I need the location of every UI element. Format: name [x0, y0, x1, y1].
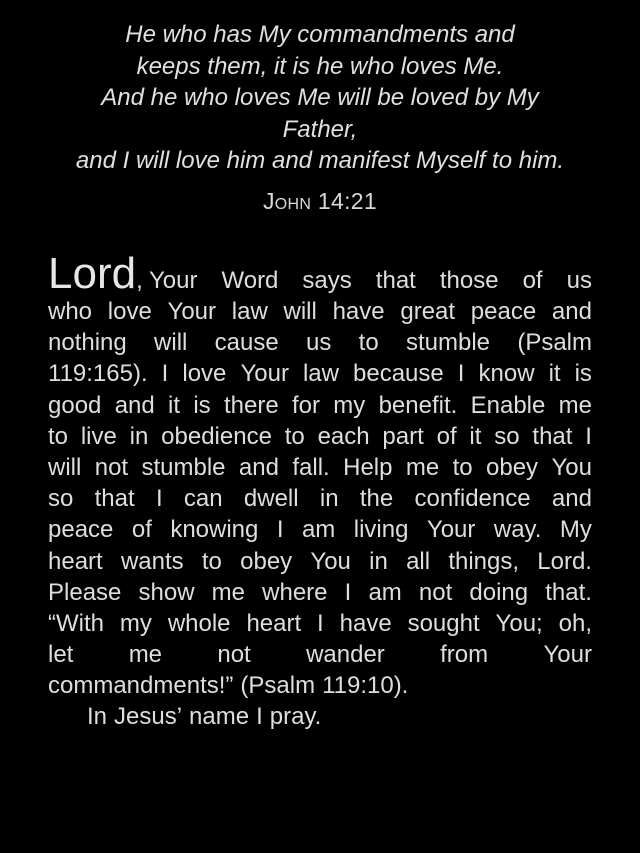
- prayer-word: have: [332, 298, 385, 325]
- prayer-word: dwell: [243, 485, 299, 513]
- prayer-word: it: [469, 422, 482, 450]
- prayer-line: [48, 608, 592, 639]
- prayer-word: peace: [470, 298, 537, 325]
- prayer-word: us: [566, 266, 592, 294]
- verse-line: and I will love him and manifest Myself to him.: [75, 147, 565, 174]
- prayer-word: obey: [240, 547, 293, 575]
- prayer-word: stumble: [141, 453, 226, 481]
- prayer-word: Lord.: [537, 547, 592, 575]
- prayer-line: [48, 670, 592, 701]
- prayer-line: [48, 296, 592, 327]
- prayer-word: those: [439, 266, 499, 294]
- prayer-word: for: [291, 391, 320, 419]
- prayer-word: and: [551, 298, 592, 325]
- prayer-word: it: [168, 391, 181, 419]
- prayer-word: know: [478, 360, 535, 388]
- prayer-word: love: [107, 298, 152, 325]
- prayer-word: my: [119, 609, 152, 637]
- prayer-word: , Your: [136, 266, 198, 294]
- prayer-word: oh,: [558, 609, 592, 637]
- prayer-word: so: [494, 422, 520, 450]
- prayer-word: I: [256, 703, 263, 731]
- prayer-word: law: [302, 360, 339, 388]
- verse-line: And he who loves Me will be loved by My: [101, 84, 539, 111]
- prayer-word: it: [548, 360, 561, 388]
- prayer-word: let: [48, 641, 74, 669]
- prayer-word: You: [310, 547, 351, 575]
- prayer-word: will: [154, 329, 188, 357]
- prayer-word: heart: [246, 609, 302, 637]
- prayer-word: am: [301, 516, 336, 544]
- prayer-word: am: [368, 578, 402, 606]
- prayer-word: (Psalm: [240, 672, 316, 700]
- prayer-word: You;: [495, 609, 543, 637]
- prayer-word: cause: [214, 329, 279, 357]
- prayer-word: good: [48, 391, 102, 419]
- prayer-word: You: [551, 453, 592, 481]
- prayer-word: whole: [167, 609, 231, 637]
- prayer-word: is: [193, 391, 211, 419]
- scripture-verse: [30, 19, 610, 177]
- prayer-word: in: [129, 422, 149, 450]
- prayer-line: [48, 248, 592, 298]
- prayer-word: I: [276, 516, 284, 544]
- prayer-word: love: [182, 360, 227, 388]
- prayer-word: law: [231, 298, 268, 325]
- prayer-line: [48, 390, 592, 421]
- prayer-word: stumble: [405, 329, 491, 357]
- prayer-word: heart: [48, 547, 103, 575]
- prayer-word: all: [406, 547, 431, 575]
- verse-line: Father,: [282, 115, 358, 143]
- prayer-word: knowing: [170, 516, 259, 544]
- prayer-word: to: [452, 453, 473, 481]
- prayer-word: 119:10).: [322, 672, 409, 700]
- prayer-word: and: [551, 485, 592, 513]
- prayer-word: confidence: [414, 485, 531, 513]
- prayer-word: Enable: [470, 391, 546, 419]
- prayer-word: and: [238, 453, 279, 481]
- prayer-word: of: [436, 422, 457, 450]
- prayer-lead-word: Lord: [48, 248, 137, 298]
- prayer-word: is: [574, 360, 592, 388]
- prayer-word: I: [457, 360, 465, 388]
- prayer-word: way.: [493, 516, 542, 544]
- prayer-line: [48, 639, 592, 670]
- prayer-word: I: [155, 485, 163, 513]
- prayer-word: name: [189, 703, 250, 731]
- prayer-word: I: [344, 578, 352, 606]
- prayer-word: (Psalm: [517, 329, 592, 357]
- prayer-line: [48, 327, 592, 358]
- prayer-word: can: [183, 485, 223, 513]
- prayer-word: will: [283, 298, 317, 325]
- prayer-word: that: [94, 485, 135, 513]
- prayer-word: In: [87, 703, 108, 731]
- prayer-word: I: [161, 360, 169, 388]
- prayer-line: [48, 577, 592, 608]
- prayer-word: 119:165).: [48, 360, 148, 388]
- prayer-closing: [48, 701, 592, 732]
- prayer-word: us: [306, 329, 332, 357]
- prayer-word: that.: [545, 578, 592, 606]
- prayer-word: not: [418, 578, 453, 606]
- prayer-word: because: [353, 360, 444, 388]
- prayer-word: me: [128, 641, 163, 669]
- prayer-word: obedience: [161, 422, 272, 450]
- prayer-word: great: [400, 298, 456, 325]
- prayer-word: obey: [486, 453, 539, 481]
- prayer-word: in: [319, 485, 339, 513]
- prayer-word: fall.: [292, 453, 330, 481]
- verse-reference: John 14:21: [262, 188, 377, 214]
- prayer-word: Jesus’: [114, 703, 183, 731]
- prayer-word: that: [532, 422, 573, 450]
- prayer-word: I: [585, 422, 592, 450]
- prayer-word: my: [333, 391, 366, 419]
- prayer-line: [48, 483, 592, 514]
- prayer-word: nothing: [48, 329, 127, 357]
- prayer-word: benefit.: [378, 391, 458, 419]
- prayer-word: have: [339, 609, 392, 637]
- prayer-word: me: [211, 578, 246, 606]
- prayer-word: Your: [426, 516, 476, 544]
- prayer-line: [48, 421, 592, 452]
- prayer-word: doing: [469, 578, 529, 606]
- prayer-word: says: [302, 266, 352, 294]
- prayer-word: wander: [306, 641, 385, 669]
- prayer-word: I: [317, 609, 324, 637]
- verse-line: He who has My commandments and: [125, 21, 515, 48]
- prayer-line: [48, 358, 592, 389]
- prayer-word: each: [317, 422, 370, 450]
- prayer-word: wants: [120, 547, 184, 575]
- prayer-paragraph: [48, 248, 592, 733]
- prayer-word: Your: [543, 641, 592, 669]
- prayer-word: the: [359, 485, 394, 513]
- prayer-word: not: [94, 453, 129, 481]
- prayer-word: things,: [448, 547, 520, 575]
- prayer-word: from: [440, 641, 489, 669]
- prayer-word: Help: [343, 453, 393, 481]
- prayer-word: so: [48, 485, 74, 513]
- prayer-line: [48, 546, 592, 577]
- prayer-word: me: [405, 453, 440, 481]
- prayer-word: My: [559, 516, 592, 544]
- prayer-word: there: [223, 391, 279, 419]
- prayer-word: to: [48, 422, 69, 450]
- prayer-word: living: [353, 516, 409, 544]
- prayer-word: where: [262, 578, 328, 606]
- prayer-word: and: [114, 391, 155, 419]
- prayer-word: Your: [167, 298, 217, 325]
- prayer-word: Your: [240, 360, 289, 388]
- prayer-word: sought: [407, 609, 480, 637]
- prayer-lead-group: [48, 248, 198, 298]
- prayer-line: [48, 452, 592, 483]
- prayer-word: part: [382, 422, 424, 450]
- prayer-word: commandments!”: [48, 672, 234, 700]
- prayer-word: to: [284, 422, 305, 450]
- prayer-word: in: [369, 547, 388, 575]
- verse-line: keeps them, it is he who loves Me.: [136, 52, 504, 80]
- prayer-word: of: [131, 516, 152, 544]
- prayer-word: show: [138, 578, 195, 606]
- prayer-word: who: [48, 298, 93, 325]
- prayer-word: that: [375, 266, 416, 294]
- prayer-line: [48, 514, 592, 545]
- prayer-word: “With: [48, 609, 104, 637]
- prayer-word: to: [201, 547, 222, 575]
- prayer-word: peace: [48, 516, 114, 544]
- prayer-word: of: [522, 266, 543, 294]
- prayer-word: Word: [221, 266, 279, 294]
- prayer-word: to: [358, 329, 379, 357]
- prayer-word: will: [48, 453, 82, 481]
- prayer-word: live: [80, 422, 117, 450]
- prayer-word: not: [217, 641, 251, 669]
- prayer-word: Please: [48, 578, 122, 606]
- prayer-word: pray.: [269, 703, 322, 731]
- prayer-word: me: [558, 391, 592, 419]
